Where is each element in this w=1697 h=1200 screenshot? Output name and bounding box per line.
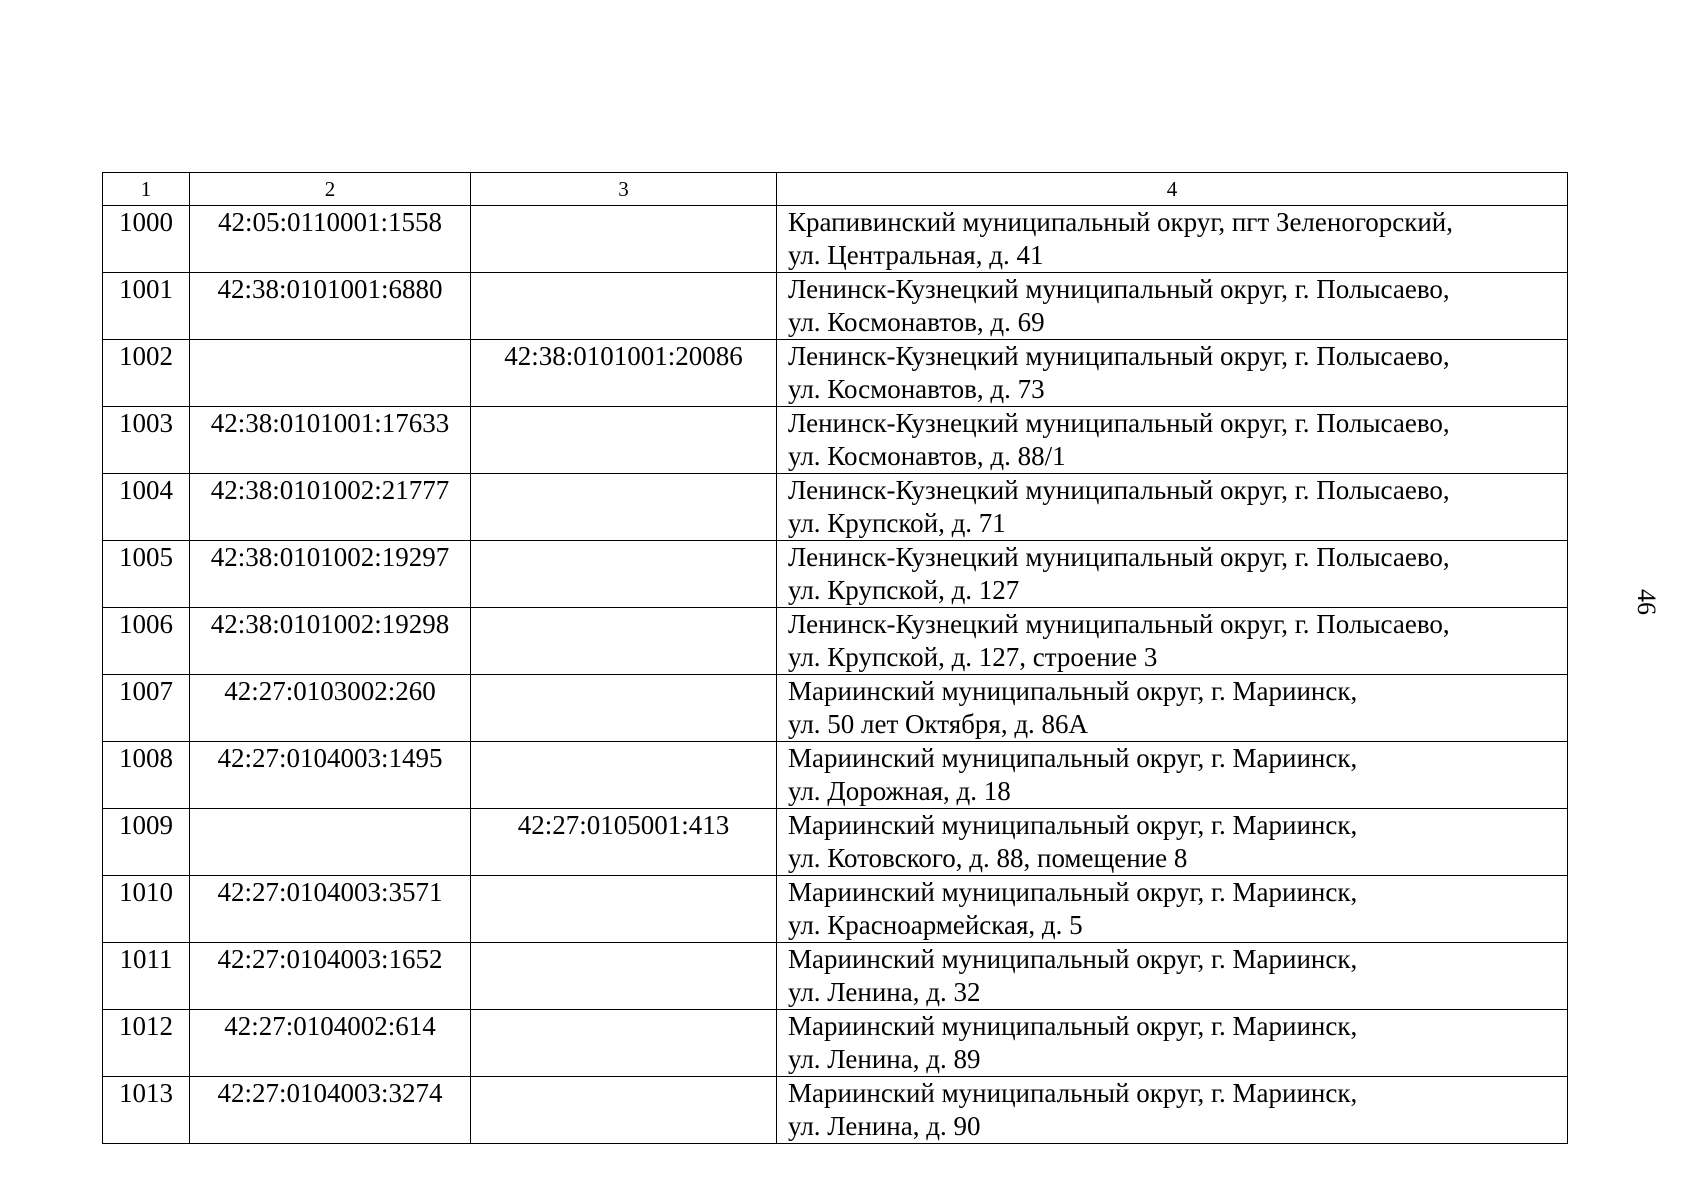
cadastral-number-cell-text: 42:38:0101002:19298 (210, 609, 450, 639)
cadastral-number-alt-cell (471, 608, 777, 675)
cadastral-number-cell (190, 608, 471, 675)
column-header: 4 (777, 173, 1568, 206)
address-cell (777, 809, 1568, 876)
cadastral-number-cell-text: 42:27:0103002:260 (224, 676, 436, 706)
cadastral-number-alt-cell (471, 876, 777, 943)
cadastral-number-cell-text: 42:27:0104002:614 (224, 1011, 436, 1041)
cadastral-number-cell (190, 541, 471, 608)
row-number-cell (103, 608, 190, 675)
cadastral-number-cell-text: 42:27:0104003:1652 (217, 944, 443, 974)
column-header: 1 (103, 173, 190, 206)
row-number-cell (103, 742, 190, 809)
address-line-2: ул. Ленина, д. 89 (788, 1044, 981, 1074)
row-number-cell-text: 1008 (119, 743, 173, 773)
row-number-cell-text: 1002 (119, 341, 173, 371)
cadastral-number-cell (190, 273, 471, 340)
cadastral-number-cell-text: 42:38:0101002:19297 (210, 542, 450, 572)
address-line-2: ул. Центральная, д. 41 (788, 240, 1044, 270)
cadastral-number-alt-cell (471, 1010, 777, 1077)
address-cell (777, 273, 1568, 340)
table-row (103, 407, 1568, 474)
cadastral-number-alt-cell (471, 675, 777, 742)
address-line-2: ул. Крупской, д. 71 (788, 508, 1006, 538)
address-line-1: Ленинск-Кузнецкий муниципальный округ, г. Полысаево, (788, 609, 1450, 639)
address-line-1: Ленинск-Кузнецкий муниципальный округ, г. Полысаево, (788, 475, 1450, 505)
cadastral-number-alt-cell-text: 42:27:0105001:413 (517, 810, 730, 840)
table-row (103, 474, 1568, 541)
table-row (103, 742, 1568, 809)
cadastral-number-cell (190, 407, 471, 474)
address-line-2: ул. Космонавтов, д. 69 (788, 307, 1045, 337)
cadastral-number-alt-cell-text: 42:38:0101001:20086 (504, 341, 743, 371)
address-line-2: ул. Ленина, д. 32 (788, 977, 981, 1007)
address-cell (777, 608, 1568, 675)
table-row (103, 943, 1568, 1010)
address-line-1: Мариинский муниципальный округ, г. Мариинск, (788, 743, 1358, 773)
address-line-1: Ленинск-Кузнецкий муниципальный округ, г. Полысаево, (788, 341, 1450, 371)
row-number-cell-text: 1004 (119, 475, 173, 505)
cadastral-number-cell-text: 42:05:0110001:1558 (217, 207, 442, 237)
address-line-1: Мариинский муниципальный округ, г. Мариинск, (788, 810, 1358, 840)
cadastral-number-cell (190, 943, 471, 1010)
cadastral-number-cell (190, 675, 471, 742)
cadastral-number-cell (190, 1077, 471, 1144)
address-line-2: ул. Космонавтов, д. 88/1 (788, 441, 1066, 471)
address-line-2: ул. Крупской, д. 127 (788, 575, 1020, 605)
table-row (103, 206, 1568, 273)
address-cell (777, 876, 1568, 943)
row-number-cell (103, 809, 190, 876)
row-number-cell (103, 206, 190, 273)
address-line-1: Крапивинский муниципальный округ, пгт Зеленогорский, (788, 207, 1453, 237)
address-cell (777, 1077, 1568, 1144)
row-number-cell (103, 675, 190, 742)
cadastral-number-cell (190, 742, 471, 809)
cadastral-number-alt-cell (471, 206, 777, 273)
page-number: 46 (1632, 589, 1661, 615)
row-number-cell-text: 1011 (119, 944, 173, 974)
column-header: 2 (190, 173, 471, 206)
table-row (103, 608, 1568, 675)
address-line-1: Ленинск-Кузнецкий муниципальный округ, г. Полысаево, (788, 274, 1450, 304)
address-line-2: ул. Котовского, д. 88, помещение 8 (788, 843, 1188, 873)
address-line-2: ул. Крупской, д. 127, строение 3 (788, 642, 1158, 672)
address-line-1: Мариинский муниципальный округ, г. Мариинск, (788, 1011, 1358, 1041)
row-number-cell (103, 943, 190, 1010)
address-cell (777, 943, 1568, 1010)
cadastral-number-cell-text: 42:27:0104003:3274 (217, 1078, 443, 1108)
row-number-cell-text: 1006 (119, 609, 173, 639)
address-line-2: ул. Дорожная, д. 18 (788, 776, 1011, 806)
cadastral-number-cell (190, 206, 471, 273)
cadastral-number-alt-cell (471, 340, 777, 407)
address-cell (777, 206, 1568, 273)
address-line-1: Мариинский муниципальный округ, г. Мариинск, (788, 676, 1358, 706)
cadastral-number-cell (190, 474, 471, 541)
row-number-cell (103, 1010, 190, 1077)
row-number-cell (103, 1077, 190, 1144)
cadastral-number-cell-text: 42:38:0101001:6880 (217, 274, 443, 304)
table-row (103, 876, 1568, 943)
cadastral-number-alt-cell (471, 809, 777, 876)
row-number-cell-text: 1003 (119, 408, 173, 438)
address-cell (777, 474, 1568, 541)
row-number-cell-text: 1013 (119, 1078, 173, 1108)
table-row (103, 273, 1568, 340)
row-number-cell-text: 1007 (119, 676, 173, 706)
row-number-cell-text: 1000 (119, 207, 173, 237)
cadastral-number-alt-cell (471, 742, 777, 809)
property-table (102, 172, 1568, 1144)
table-row (103, 340, 1568, 407)
table-header-row (103, 173, 1568, 206)
cadastral-number-alt-cell (471, 1077, 777, 1144)
cadastral-number-alt-cell (471, 474, 777, 541)
table-row (103, 1010, 1568, 1077)
cadastral-number-cell-text: 42:27:0104003:3571 (217, 877, 443, 907)
row-number-cell (103, 474, 190, 541)
address-line-1: Мариинский муниципальный округ, г. Мариинск, (788, 877, 1358, 907)
cadastral-number-cell (190, 876, 471, 943)
address-line-1: Ленинск-Кузнецкий муниципальный округ, г. Полысаево, (788, 542, 1450, 572)
row-number-cell-text: 1001 (119, 274, 173, 304)
cadastral-number-cell-text: 42:38:0101002:21777 (210, 475, 450, 505)
address-line-1: Мариинский муниципальный округ, г. Мариинск, (788, 1078, 1358, 1108)
cadastral-number-cell-text: 42:27:0104003:1495 (217, 743, 443, 773)
cadastral-number-cell (190, 1010, 471, 1077)
table-row (103, 1077, 1568, 1144)
row-number-cell-text: 1012 (119, 1011, 173, 1041)
row-number-cell (103, 407, 190, 474)
row-number-cell-text: 1009 (119, 810, 173, 840)
table-row (103, 541, 1568, 608)
table-row (103, 809, 1568, 876)
row-number-cell (103, 876, 190, 943)
address-cell (777, 675, 1568, 742)
cadastral-number-alt-cell (471, 407, 777, 474)
address-line-2: ул. Красноармейская, д. 5 (788, 910, 1083, 940)
cadastral-number-cell (190, 809, 471, 876)
cadastral-number-alt-cell (471, 943, 777, 1010)
address-cell (777, 407, 1568, 474)
address-line-2: ул. 50 лет Октября, д. 86А (788, 709, 1089, 739)
table-row (103, 675, 1568, 742)
cadastral-number-alt-cell (471, 541, 777, 608)
row-number-cell (103, 541, 190, 608)
address-cell (777, 1010, 1568, 1077)
column-header: 3 (471, 173, 777, 206)
address-line-2: ул. Космонавтов, д. 73 (788, 374, 1045, 404)
address-line-1: Ленинск-Кузнецкий муниципальный округ, г. Полысаево, (788, 408, 1450, 438)
cadastral-number-alt-cell (471, 273, 777, 340)
cadastral-number-cell-text: 42:38:0101001:17633 (210, 408, 450, 438)
row-number-cell (103, 273, 190, 340)
row-number-cell-text: 1010 (119, 877, 173, 907)
row-number-cell-text: 1005 (119, 542, 173, 572)
cadastral-number-cell (190, 340, 471, 407)
address-line-1: Мариинский муниципальный округ, г. Мариинск, (788, 944, 1358, 974)
address-cell (777, 541, 1568, 608)
address-line-2: ул. Ленина, д. 90 (788, 1111, 981, 1141)
row-number-cell (103, 340, 190, 407)
address-cell (777, 340, 1568, 407)
address-cell (777, 742, 1568, 809)
